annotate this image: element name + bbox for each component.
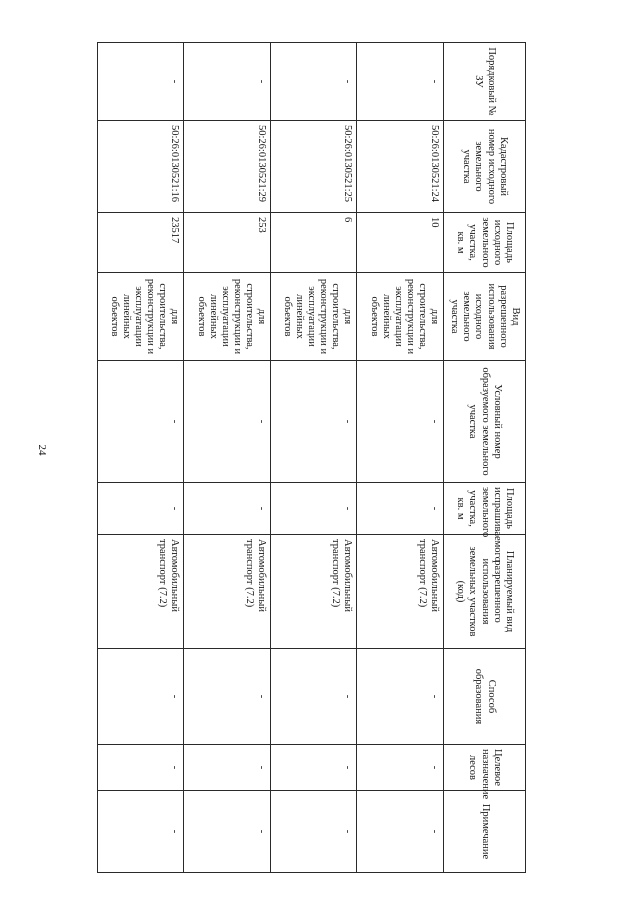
order-number-cell: - <box>357 43 444 121</box>
planned-use-cell: Автомобильный транспорт (7.2) <box>357 535 444 649</box>
table-row <box>357 43 444 873</box>
planned-use-cell: Автомобильный транспорт (7.2) <box>184 535 271 649</box>
cadastral-number-cell: 50:26:0130521:25 <box>271 121 358 213</box>
requested-area-cell: - <box>357 483 444 535</box>
header-conditional-number: Условный номер образуемого земельного участка <box>444 361 526 483</box>
formation-method-cell: - <box>184 649 271 745</box>
source-use-cell: для строительства, реконструкции и эксплуатации линейных объектов <box>271 273 358 361</box>
header-source-area: Площадь исходного земельного участка, кв. м <box>444 213 526 273</box>
forest-purpose-cell: - <box>184 745 271 791</box>
order-number-cell: - <box>271 43 358 121</box>
conditional-number-cell: - <box>98 361 185 483</box>
requested-area-cell: - <box>271 483 358 535</box>
source-use-cell: для строительства, реконструкции и эксплуатации линейных объектов <box>98 273 185 361</box>
order-number-cell: - <box>184 43 271 121</box>
conditional-number-cell: - <box>271 361 358 483</box>
table-header-row <box>444 43 526 873</box>
cadastral-number-cell: 50:26:0130521:29 <box>184 121 271 213</box>
header-source-use: Вид разрешенного использования исходного земельного участка <box>444 273 526 361</box>
planned-use-cell: Автомобильный транспорт (7.2) <box>271 535 358 649</box>
table-row <box>98 43 185 873</box>
note-cell: - <box>184 791 271 873</box>
note-cell: - <box>98 791 185 873</box>
table-row <box>271 43 358 873</box>
planned-use-cell: Автомобильный транспорт (7.2) <box>98 535 185 649</box>
page-number: 24 <box>36 444 48 456</box>
conditional-number-cell: - <box>184 361 271 483</box>
table-row <box>184 43 271 873</box>
formation-method-cell: - <box>98 649 185 745</box>
header-formation-method: Способ образования <box>444 649 526 745</box>
source-use-cell: для строительства, реконструкции и эксплуатации линейных объектов <box>357 273 444 361</box>
requested-area-cell: - <box>184 483 271 535</box>
cadastral-number-cell: 50:26:0130521:24 <box>357 121 444 213</box>
source-use-cell: для строительства, реконструкции и эксплуатации линейных объектов <box>184 273 271 361</box>
note-cell: - <box>357 791 444 873</box>
source-area-cell: 253 <box>184 213 271 273</box>
land-plots-table-wrapper <box>98 42 526 860</box>
header-forest-purpose: Целевое назначение лесов <box>444 745 526 791</box>
cadastral-number-cell: 50:26:0130521:16 <box>98 121 185 213</box>
header-note: Примечание <box>444 791 526 873</box>
forest-purpose-cell: - <box>357 745 444 791</box>
header-requested-area: Площадь испрашиваемого земельного участка, кв. м <box>444 483 526 535</box>
source-area-cell: 10 <box>357 213 444 273</box>
formation-method-cell: - <box>357 649 444 745</box>
conditional-number-cell: - <box>357 361 444 483</box>
forest-purpose-cell: - <box>271 745 358 791</box>
header-planned-use: Планируемый вид разрешенного использования земельных участков (код) <box>444 535 526 649</box>
formation-method-cell: - <box>271 649 358 745</box>
forest-purpose-cell: - <box>98 745 185 791</box>
requested-area-cell: - <box>98 483 185 535</box>
note-cell: - <box>271 791 358 873</box>
source-area-cell: 6 <box>271 213 358 273</box>
order-number-cell: - <box>98 43 185 121</box>
header-cadastral-number: Кадастровый номер исходного земельного участка <box>444 121 526 213</box>
header-order-number: Порядковый № ЗУ <box>444 43 526 121</box>
land-plots-table <box>97 42 526 873</box>
source-area-cell: 23517 <box>98 213 185 273</box>
